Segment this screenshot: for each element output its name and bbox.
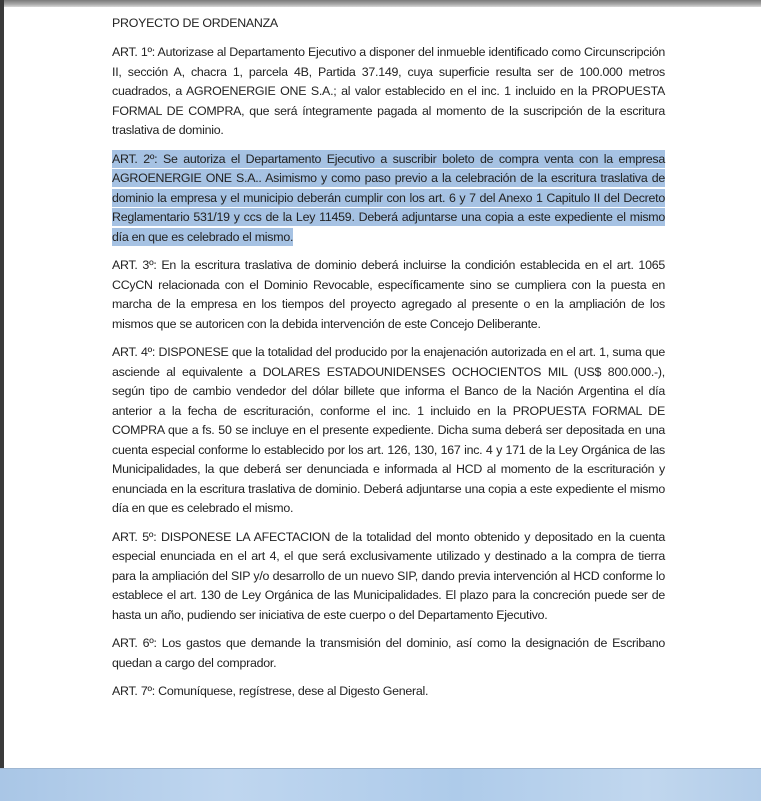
window-left-edge	[0, 0, 4, 768]
article-1[interactable]: ART. 1º: Autorizase al Departamento Ejecutivo a disponer del inmueble identificado como Circunscripción II, sección A, chacra 1, parcela 4B, Partida 37.149, cuya superficie resulta ser de 100.000 metros cuadrados, a AGROENERGIE ONE S.A.; al valor establecido en el inc. 1 incluido en la PROPUESTA FORMAL DE COMPRA, que será íntegramente pagada al momento de la suscripción de la escritura traslativa de dominio.	[112, 45, 665, 137]
document-title: PROYECTO DE ORDENANZA	[112, 16, 278, 30]
document-page[interactable]	[112, 14, 665, 711]
article-4[interactable]: ART. 4º: DISPONESE que la totalidad del producido por la enajenación autorizada en el art. 1, suma que asciende al equivalente a DOLARES ESTADOUNIDENSES OCHOCIENTOS MIL (US$ 800.000.-), según tipo de cambio vendedor del dólar billete que informa el Banco de la Nación Argentina el día anterior a la fecha de escrituración, conforme el inc. 1 incluido en la PROPUESTA FORMAL DE COMPRA que a fs. 50 se incluye en el presente expediente. Dicha suma deberá ser depositada en una cuenta especial conforme lo establecido por los art. 126, 130, 167 inc. 4 y 171 de la Ley Orgánica de las Municipalidades, la que deberá ser denunciada e informada al HCD al momento de la escrituración y enunciada en la escritura traslativa de dominio. Deberá adjuntarse una copia a este expediente el mismo día en que es celebrado el mismo.	[112, 345, 665, 515]
article-7[interactable]: ART. 7º: Comuníquese, regístrese, dese al Digesto General.	[112, 684, 429, 698]
selection-highlight[interactable]: ART. 2º: Se autoriza el Departamento Ejecutivo a suscribir boleto de compra venta con la empresa AGROENERGIE ONE S.A.. Asimismo y como paso previo a la celebración de la escritura traslativa de dominio la empresa y el municipio deberán cumplir con los art. 6 y 7 del Anexo 1 Capitulo II del Decreto Reglamentario 531/19 y ccs de la Ley 11459. Deberá adjuntarse una copia a este expediente el mismo día en que es celebrado el mismo.	[112, 151, 665, 244]
article-6[interactable]: ART. 6º: Los gastos que demande la transmisión del dominio, así como la designación de Escribano quedan a cargo del comprador.	[112, 636, 665, 670]
window-top-edge	[0, 0, 761, 7]
taskbar	[0, 768, 761, 801]
article-3[interactable]: ART. 3º: En la escritura traslativa de dominio deberá incluirse la condición establecida en el art. 1065 CCyCN relacionada con el Dominio Revocable, específicamente sino se cumpliera con la puesta en marcha de la empresa en los tiempos del proyecto agregado al presente o en la ampliación de los mismos que se autoricen con la debida intervención de este Concejo Deliberante.	[112, 258, 665, 331]
article-5[interactable]: ART. 5º: DISPONESE LA AFECTACION de la totalidad del monto obtenido y depositado en la cuenta especial enunciada en el art 4, el que será exclusivamente utilizado y destinado a la compra de tierra para la ampliación del SIP y/o desarrollo de un nuevo SIP, dando previa intervención al HCD conforme lo establece el art. 130 de Ley Orgánica de las Municipalidades. El plazo para la concreción puede ser de hasta un año, pudiendo ser iniciativa de este cuerpo o del Departamento Ejecutivo.	[112, 529, 665, 622]
article-2-selected[interactable]	[112, 150, 665, 248]
